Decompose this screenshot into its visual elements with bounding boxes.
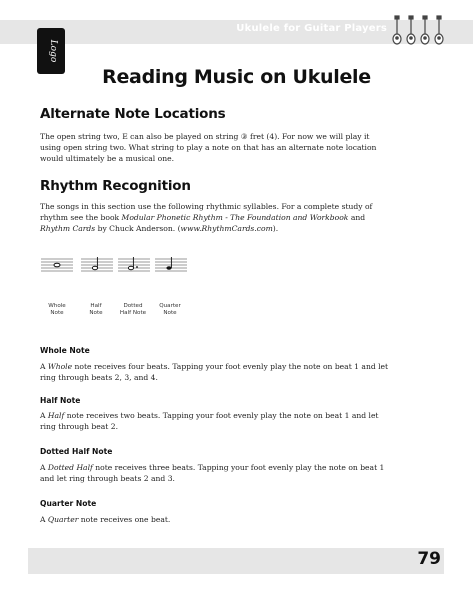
rhythm-text: and xyxy=(348,213,366,222)
desc-italic: Quarter xyxy=(47,515,79,524)
desc-text: A xyxy=(40,362,48,371)
note-label-half xyxy=(76,303,116,317)
whole-note-paragraph xyxy=(40,361,436,383)
section-heading-rhythm: Rhythm Recognition xyxy=(40,178,191,194)
running-title: Ukulele for Guitar Players xyxy=(236,23,387,34)
rhythm-paragraph xyxy=(40,201,436,234)
alternate-paragraph xyxy=(40,131,436,164)
quarter-note-paragraph xyxy=(40,514,436,525)
note-label-line: Quarter xyxy=(159,303,181,309)
note-label-line: Half xyxy=(90,303,102,309)
desc-italic: Dotted Half xyxy=(47,463,93,472)
page-title: Reading Music on Ukulele xyxy=(102,66,371,88)
note-label-line: Note xyxy=(163,310,177,316)
book-title: Modular Phonetic Rhythm - The Foundation and Workbook xyxy=(121,213,349,222)
desc-text: note receives two beats. Tapping your foot evenly play the note on beat 1 and let xyxy=(64,411,379,420)
rhythm-text: ). xyxy=(272,224,279,233)
heading-quarter-note: Quarter Note xyxy=(40,499,97,508)
alternate-line-2: using open string two. What string to play a note on that has an alternate note location xyxy=(40,143,377,152)
half-note-paragraph xyxy=(40,410,436,432)
note-label-line: Note xyxy=(89,310,103,316)
desc-text: note receives three beats. Tapping your foot evenly play the note on beat 1 xyxy=(92,463,385,472)
rhythm-line-2 xyxy=(40,212,436,223)
desc-text: A xyxy=(40,463,48,472)
desc-text: note receives four beats. Tapping your foot evenly play the note on beat 1 and let xyxy=(72,362,389,371)
note-label-line: Note xyxy=(50,310,64,316)
section-heading-alternate: Alternate Note Locations xyxy=(40,106,226,122)
dotted-half-note-paragraph xyxy=(40,462,436,484)
heading-half-note: Half Note xyxy=(40,396,81,405)
note-label-whole xyxy=(37,303,77,317)
whole-line-1 xyxy=(40,361,436,372)
note-label-line: Whole xyxy=(48,303,66,309)
rhythm-line-1: The songs in this section use the following rhythmic syllables. For a complete study of xyxy=(40,202,373,211)
note-label-dotted-half xyxy=(113,303,153,317)
alternate-line-3: would ultimately be a musical one. xyxy=(40,154,174,163)
desc-italic: Half xyxy=(47,411,65,420)
dotted-half-line-2: and let ring through beats 2 and 3. xyxy=(40,474,175,483)
ukulele-icons xyxy=(390,15,446,47)
desc-text: A xyxy=(40,411,48,420)
dotted-half-line-1 xyxy=(40,462,436,473)
website-link: www.RhythmCards.com xyxy=(180,224,273,233)
half-line-1 xyxy=(40,410,436,421)
desc-italic: Whole xyxy=(47,362,73,371)
desc-text: note receives one beat. xyxy=(78,515,171,524)
book-title-cards: Rhythm Cards xyxy=(40,224,96,233)
page-number: 79 xyxy=(417,549,441,569)
note-label-quarter xyxy=(150,303,190,317)
logo-text: Logo xyxy=(48,39,58,63)
desc-text: A xyxy=(40,515,48,524)
half-line-2: ring through beat 2. xyxy=(40,422,119,431)
rhythm-text: rhythm see the book xyxy=(40,213,122,222)
heading-dotted-half-note: Dotted Half Note xyxy=(40,447,113,456)
quarter-line-1 xyxy=(40,514,436,525)
note-label-line: Half Note xyxy=(119,310,147,316)
footer-bar xyxy=(28,548,444,574)
dotted-half-note-staff xyxy=(118,256,150,274)
half-note-staff xyxy=(81,256,113,274)
alternate-line-1: The open string two, E can also be played on string ③ fret (4). For now we will play it xyxy=(40,132,370,141)
whole-note-staff xyxy=(41,256,73,274)
rhythm-line-3 xyxy=(40,223,436,234)
note-label-line: Dotted xyxy=(123,303,143,309)
rhythm-text: by Chuck Anderson. ( xyxy=(95,224,181,233)
whole-line-2: ring through beats 2, 3, and 4. xyxy=(40,373,158,382)
quarter-note-staff xyxy=(155,256,187,274)
heading-whole-note: Whole Note xyxy=(40,346,90,355)
